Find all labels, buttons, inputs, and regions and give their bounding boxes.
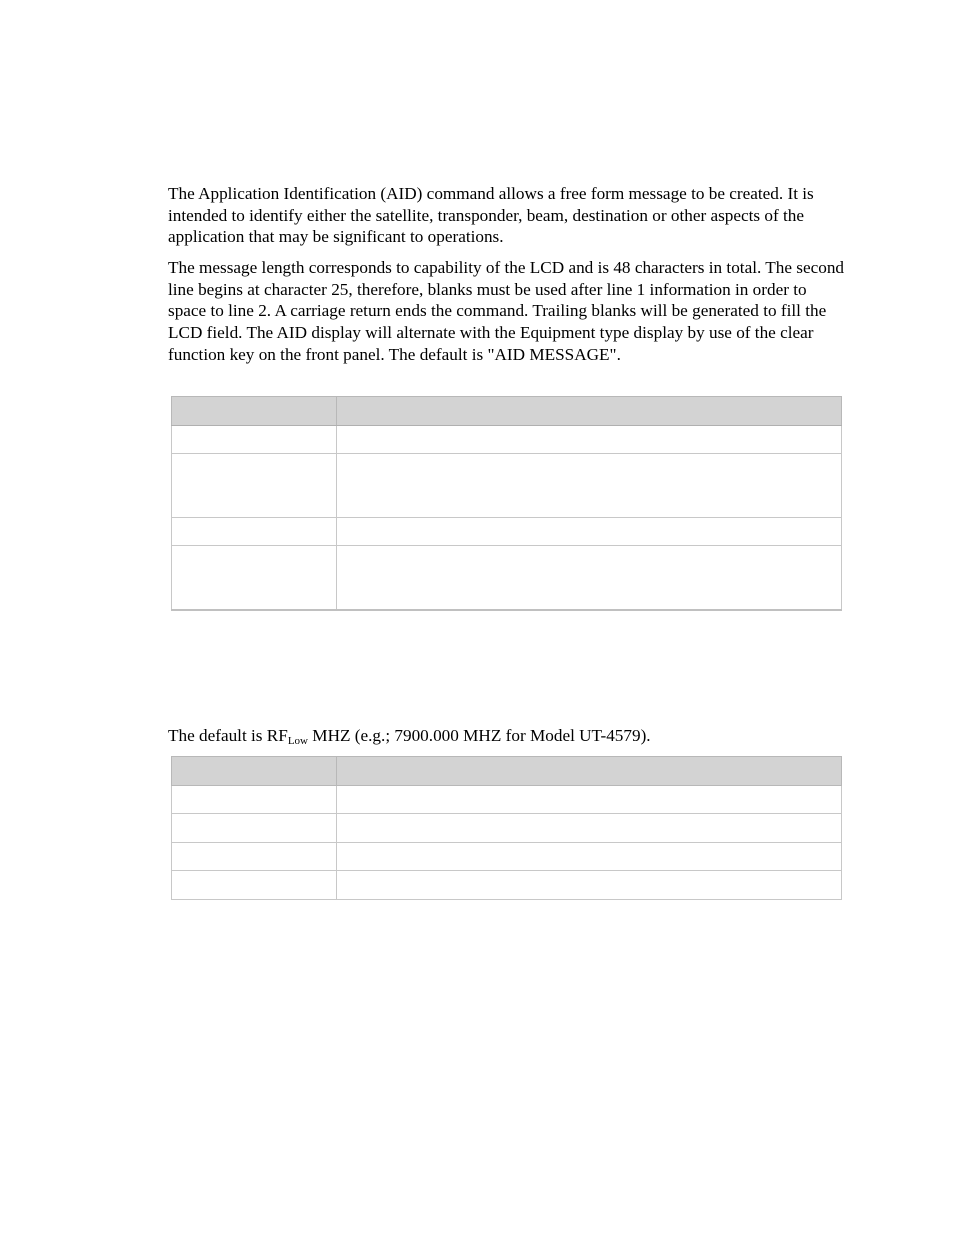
table-row: [172, 518, 842, 546]
table-cell: [172, 814, 337, 843]
table-row: [172, 546, 842, 610]
table-row: [172, 454, 842, 518]
table-row: [172, 786, 842, 814]
table-header-cell: [337, 757, 842, 786]
table-header-row: [172, 397, 842, 426]
table-cell: [172, 786, 337, 814]
table-cell: [172, 546, 337, 610]
frequency-command-table: [171, 756, 842, 900]
table-header-cell: [172, 757, 337, 786]
table-cell: [172, 454, 337, 518]
default-suffix: MHZ (e.g.; 7900.000 MHZ for Model UT-4579).: [308, 726, 651, 745]
table-cell: [337, 426, 842, 454]
table-cell: [337, 786, 842, 814]
table-cell: [172, 518, 337, 546]
table-row: [172, 814, 842, 843]
rf-low-subscript: Low: [287, 735, 308, 747]
table-cell: [337, 454, 842, 518]
table-cell: [337, 814, 842, 843]
table-cell: [172, 871, 337, 900]
aid-length-paragraph: The message length corresponds to capability of the LCD and is 48 characters in total. The second line begins at character 25, therefore, blanks must be used after line 1 information in order to space to line 2. A carriage return ends the command. Trailing blanks will be generated to fill the LCD field. The AID display will alternate with the Equipment type display by use of the clear function key on the front panel. The default is "AID MESSAGE".: [168, 258, 845, 364]
frequency-default-paragraph: [168, 725, 848, 747]
table-header-row: [172, 757, 842, 786]
default-prefix: The default is RF: [168, 726, 288, 745]
table-header-cell: [337, 397, 842, 426]
table-row: [172, 871, 842, 900]
table-cell: [337, 518, 842, 546]
aid-command-table: [171, 396, 842, 611]
table-header-cell: [172, 397, 337, 426]
table-cell: [337, 546, 842, 610]
aid-description-paragraph: The Application Identification (AID) command allows a free form message to be created. It is intended to identify either the satellite, transponder, beam, destination or other aspects of the application that may be significant to operations.: [168, 184, 814, 247]
table-cell: [337, 871, 842, 900]
table-cell: [172, 843, 337, 871]
table-row: [172, 426, 842, 454]
table-cell: [337, 843, 842, 871]
table-cell: [172, 426, 337, 454]
table-row: [172, 843, 842, 871]
